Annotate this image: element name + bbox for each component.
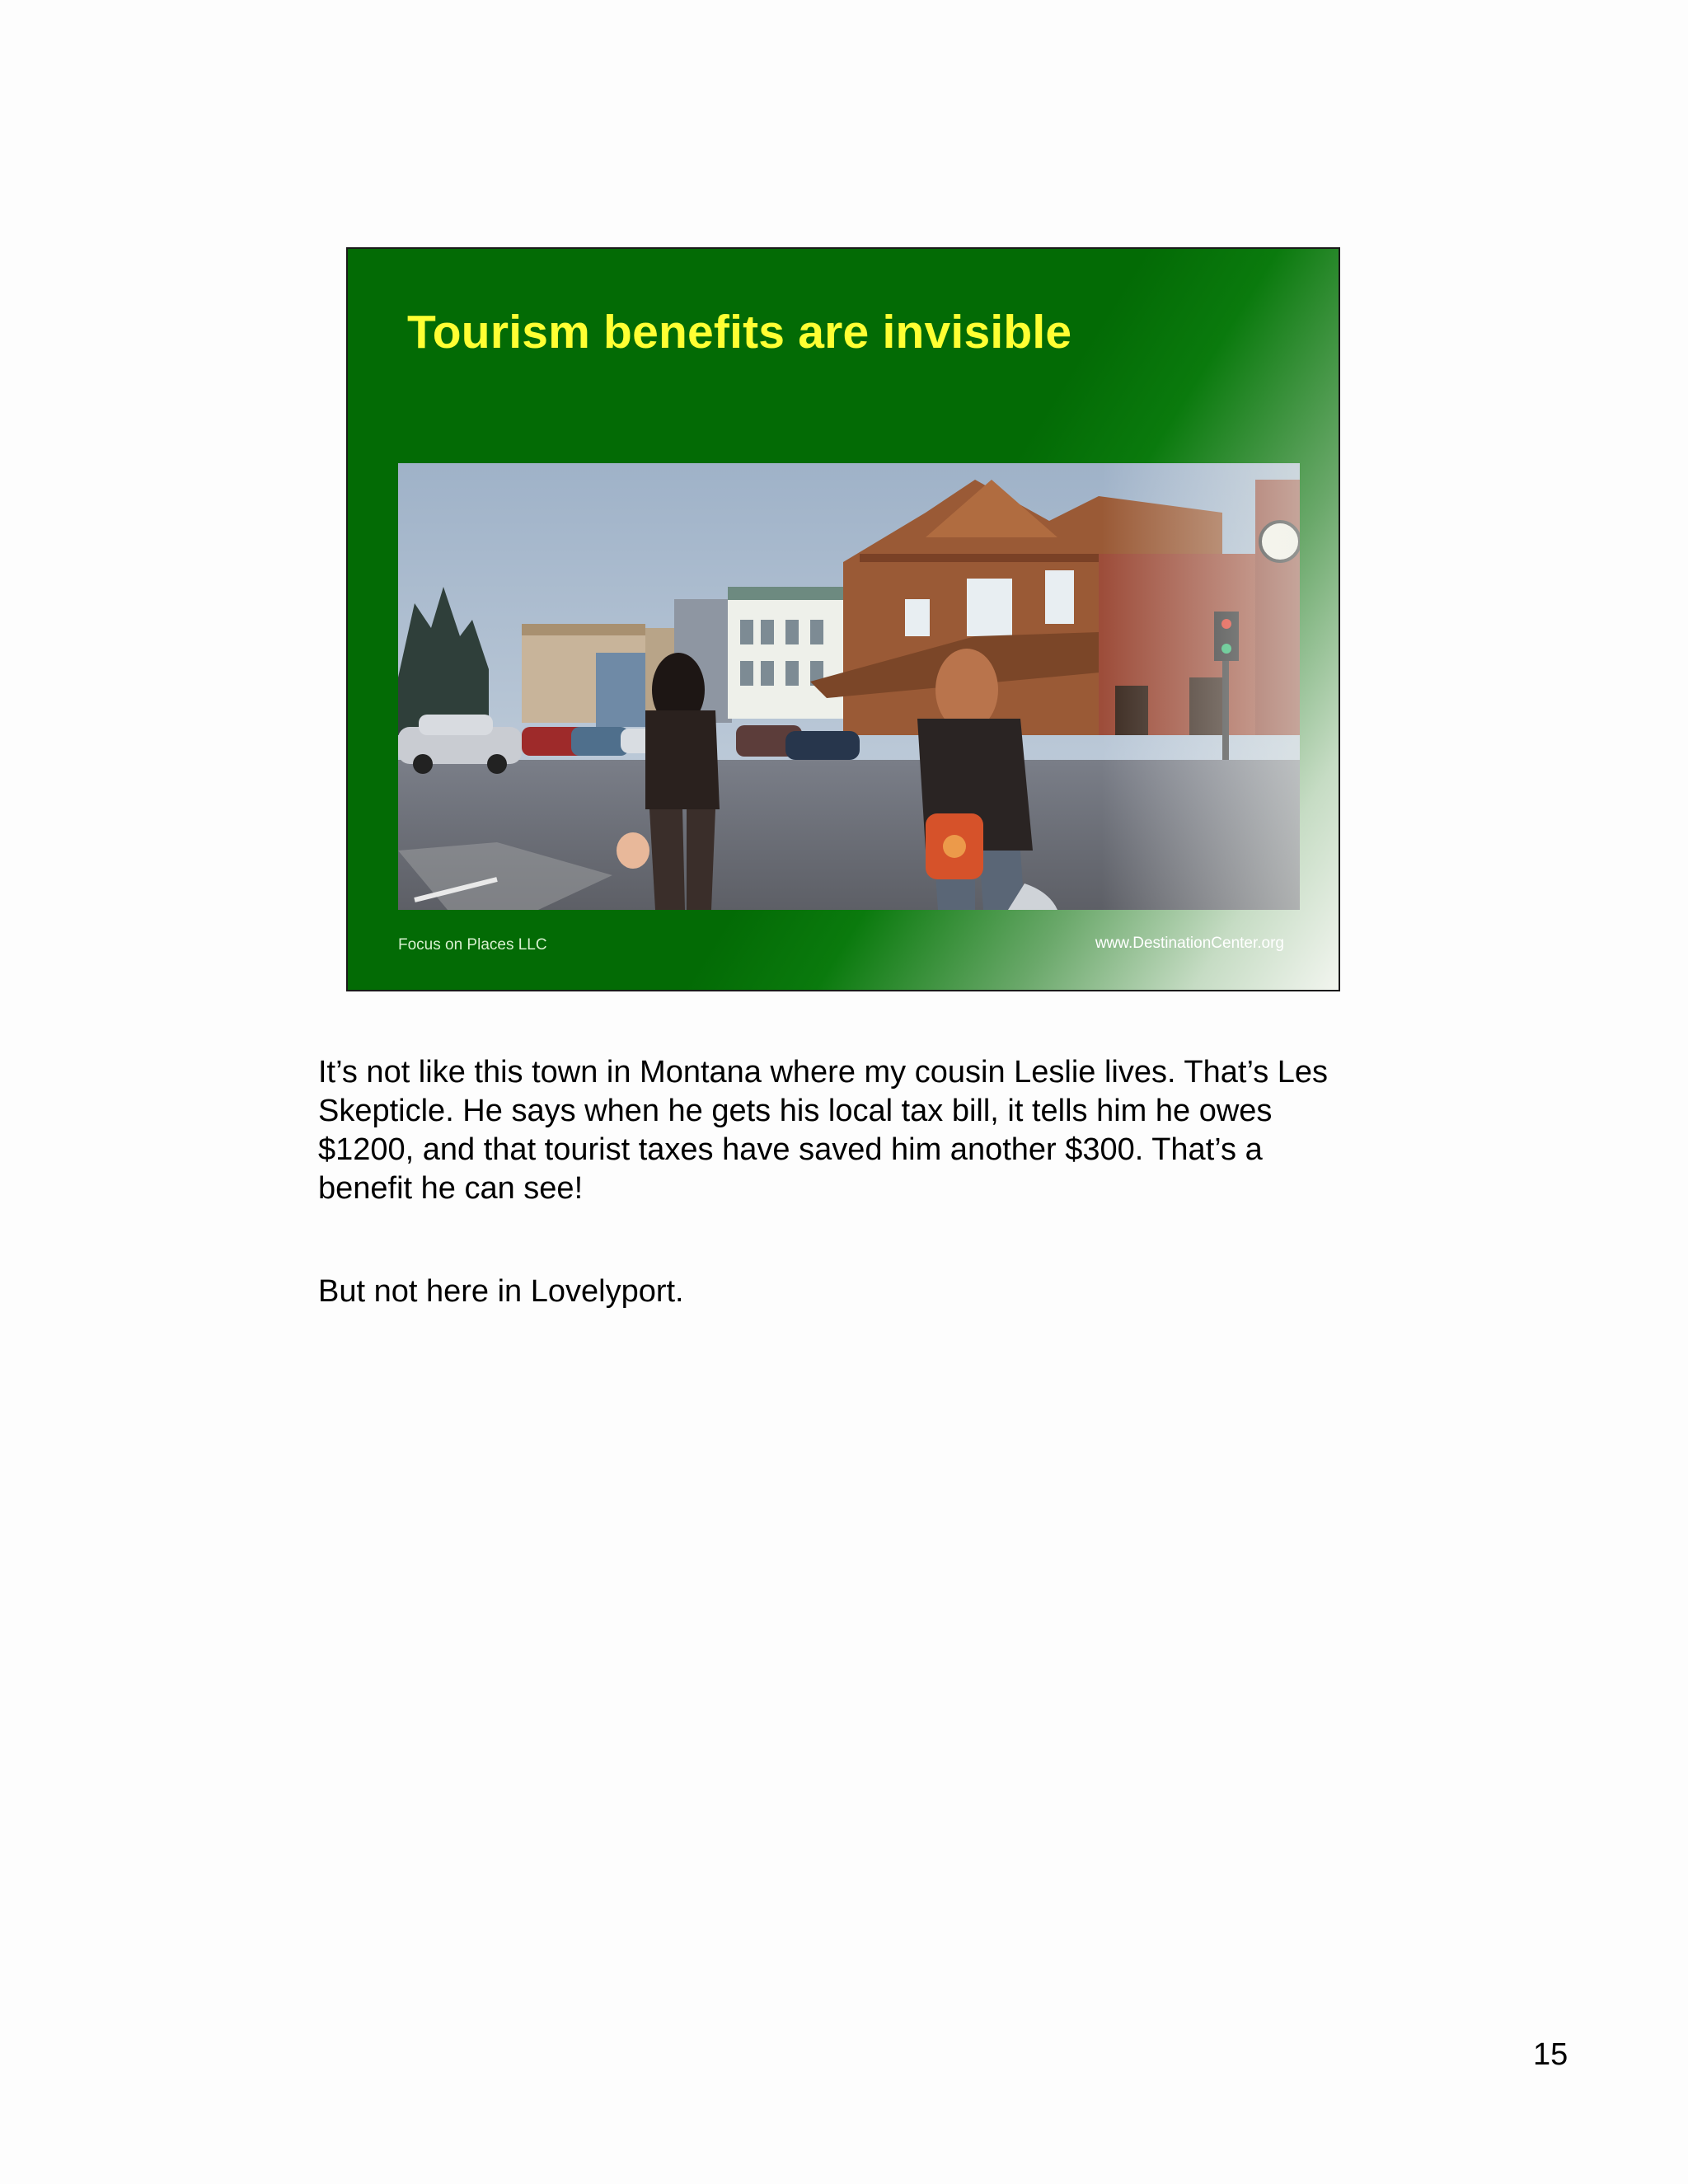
slide-footer-website: www.DestinationCenter.org: [1095, 935, 1284, 952]
town-street-photo: [398, 463, 1300, 910]
notes-paragraph: It’s not like this town in Montana where my cousin Leslie lives. That’s Les Skepticle. He says when he gets his local tax bill, it tells him he owes $1200, and that tourist taxes have saved him another $300. That’s a benefit he can see!: [318, 1055, 1329, 1206]
speaker-notes: [318, 1053, 1357, 1311]
slide-footer-company: Focus on Places LLC: [398, 936, 547, 954]
slide: [346, 247, 1340, 991]
notes-paragraph: But not here in Lovelyport.: [318, 1274, 684, 1309]
slide-title: Tourism benefits are invisible: [407, 306, 1072, 359]
page-number: 15: [1533, 2037, 1568, 2072]
